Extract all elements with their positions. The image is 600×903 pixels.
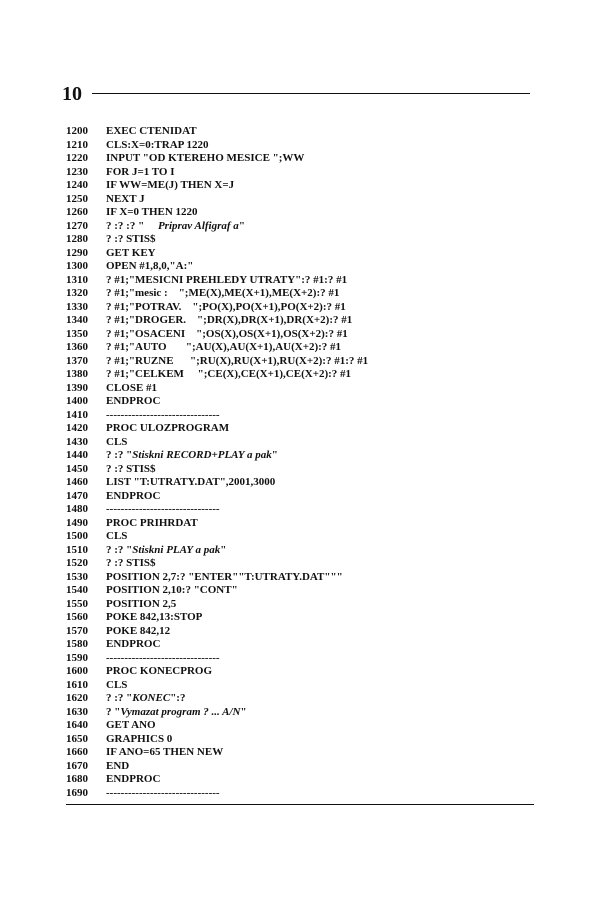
line-number: 1470 [66,489,88,502]
listing-line [66,301,546,315]
line-number: 1460 [66,476,88,488]
line-code: GRAPHICS 0 [106,732,173,745]
line-number: 1430 [66,435,88,448]
listing-line [66,611,546,625]
line-code: ? #1;"MESICNI PREHLEDY UTRATY":? #1:? #1 [106,273,348,286]
line-code: NEXT J [106,192,145,205]
line-code: CLS [106,435,128,448]
line-number: 1420 [66,422,88,434]
line-number: 1410 [66,408,88,421]
line-number: 1360 [66,341,88,353]
listing-line [66,422,546,436]
listing-line [66,517,546,531]
listing-line [66,260,546,274]
line-code: IF WW=ME(J) THEN X=J [106,179,235,191]
listing-line [66,233,546,247]
listing-line [66,166,546,180]
line-code: ? #1;"OSACENI ";OS(X),OS(X+1),OS(X+2):? #1 [106,327,348,340]
line-number: 1250 [66,192,88,205]
line-code: ENDPROC [106,638,161,650]
line-code: ? :? STIS$ [106,557,156,569]
line-number: 1600 [66,665,88,677]
listing-line [66,463,546,477]
line-number: 1660 [66,746,88,758]
line-code: IF ANO=65 THEN NEW [106,746,224,758]
listing-line [66,544,546,558]
header-rule [92,93,530,94]
listing-line [66,436,546,450]
page-number: 10 [62,83,82,105]
line-number: 1260 [66,206,88,218]
line-number: 1390 [66,381,88,394]
line-code: CLS:X=0:TRAP 1220 [106,138,209,151]
line-code: ? #1;"CELKEM ";CE(X),CE(X+1),CE(X+2):? #1 [106,368,352,380]
listing-line [66,706,546,720]
listing-line [66,247,546,261]
listing-line [66,125,546,139]
line-number: 1370 [66,354,88,367]
line-number: 1320 [66,287,88,299]
line-code: GET ANO [106,719,156,731]
line-code: ENDPROC [106,773,161,785]
line-code: ? :? "Stiskni PLAY a pak" [106,543,227,556]
line-number: 1520 [66,557,88,569]
line-number: 1280 [66,233,88,245]
line-code: ? :? :? " Priprav Alfigraf a" [106,219,245,232]
line-number: 1570 [66,624,88,637]
line-number: 1540 [66,584,88,596]
line-code: OPEN #1,8,0,"A:" [106,260,194,272]
line-code: ENDPROC [106,489,161,502]
line-code: PROC ULOZPROGRAM [106,422,230,434]
line-number: 1490 [66,516,88,529]
listing-line [66,530,546,544]
footer-rule [66,804,534,805]
line-number: 1240 [66,179,88,191]
line-number: 1220 [66,152,88,164]
line-number: 1510 [66,543,88,556]
line-number: 1620 [66,692,88,704]
line-number: 1350 [66,327,88,340]
line-code: ? :? "KONEC":? [106,692,186,704]
line-number: 1550 [66,597,88,610]
line-number: 1200 [66,125,88,137]
listing-line [66,679,546,693]
line-code: ? :? STIS$ [106,233,156,245]
line-code: INPUT "OD KTEREHO MESICE ";WW [106,152,305,164]
line-code: CLS [106,678,128,691]
line-code: CLOSE #1 [106,381,158,394]
line-number: 1560 [66,611,88,623]
line-code: POKE 842,12 [106,624,171,637]
listing-line [66,341,546,355]
line-code: ? #1;"DROGER. ";DR(X),DR(X+1),DR(X+2):? #1 [106,314,353,326]
line-code: ------------------------------- [106,786,220,799]
line-code: GET KEY [106,246,156,259]
line-code: PROC PRIHRDAT [106,516,198,529]
line-number: 1300 [66,260,88,272]
listing-line [66,152,546,166]
line-number: 1380 [66,368,88,380]
line-code: POKE 842,13:STOP [106,611,203,623]
line-number: 1640 [66,719,88,731]
line-code: ------------------------------- [106,651,220,664]
listing-line [66,746,546,760]
listing-line [66,328,546,342]
listing-line [66,652,546,666]
line-number: 1480 [66,503,88,515]
listing-line [66,355,546,369]
line-code: ENDPROC [106,395,161,407]
listing-line [66,503,546,517]
listing-line [66,476,546,490]
line-code: ? "Vymazat program ? ... A/N" [106,705,247,718]
line-code: IF X=0 THEN 1220 [106,206,198,218]
listing-line [66,598,546,612]
listing-line [66,287,546,301]
listing-line [66,557,546,571]
listing-line [66,382,546,396]
line-number: 1590 [66,651,88,664]
line-number: 1670 [66,759,88,772]
line-code: ? #1;"RUZNE ";RU(X),RU(X+1),RU(X+2):? #1:? #1 [106,354,369,367]
line-number: 1290 [66,246,88,259]
line-number: 1500 [66,530,88,542]
line-number: 1680 [66,773,88,785]
line-code: END [106,759,130,772]
line-code: FOR J=1 TO I [106,165,175,178]
line-number: 1400 [66,395,88,407]
listing-line [66,139,546,153]
listing-line [66,692,546,706]
line-number: 1270 [66,219,88,232]
listing-line [66,220,546,234]
listing-line [66,274,546,288]
line-number: 1580 [66,638,88,650]
line-number: 1630 [66,705,88,718]
line-code: POSITION 2,5 [106,597,177,610]
listing-line [66,395,546,409]
line-number: 1210 [66,138,88,151]
line-number: 1310 [66,273,88,286]
line-code: ? :? STIS$ [106,462,156,475]
line-code: ? #1;"AUTO ";AU(X),AU(X+1),AU(X+2):? #1 [106,341,342,353]
listing-line [66,179,546,193]
line-number: 1530 [66,570,88,583]
line-number: 1690 [66,786,88,799]
line-code: EXEC CTENIDAT [106,125,197,137]
line-number: 1440 [66,449,88,461]
line-code: POSITION 2,10:? "CONT" [106,584,238,596]
line-number: 1340 [66,314,88,326]
listing-line [66,719,546,733]
listing-line [66,490,546,504]
listing-line [66,584,546,598]
listing-line [66,314,546,328]
line-number: 1450 [66,462,88,475]
line-code: ? #1;"mesic : ";ME(X),ME(X+1),ME(X+2):? #1 [106,287,340,299]
line-number: 1330 [66,300,88,313]
listing-line [66,368,546,382]
line-number: 1230 [66,165,88,178]
line-number: 1610 [66,678,88,691]
line-number: 1650 [66,732,88,745]
line-code: PROC KONECPROG [106,665,213,677]
listing-line [66,409,546,423]
line-code: ? #1;"POTRAV. ";PO(X),PO(X+1),PO(X+2):? #1 [106,300,346,313]
listing-line [66,773,546,787]
listing-line [66,449,546,463]
line-code: LIST "T:UTRATY.DAT",2001,3000 [106,476,276,488]
program-listing [66,125,546,800]
listing-line [66,206,546,220]
line-code: ------------------------------- [106,503,220,515]
listing-line [66,193,546,207]
line-code: CLS [106,530,128,542]
listing-line [66,760,546,774]
line-code: POSITION 2,7:? "ENTER""T:UTRATY.DAT""" [106,570,343,583]
listing-line [66,625,546,639]
listing-line [66,571,546,585]
listing-line [66,665,546,679]
listing-line [66,638,546,652]
line-code: ------------------------------- [106,408,220,421]
listing-line [66,733,546,747]
listing-line [66,787,546,801]
line-code: ? :? "Stiskni RECORD+PLAY a pak" [106,449,278,461]
